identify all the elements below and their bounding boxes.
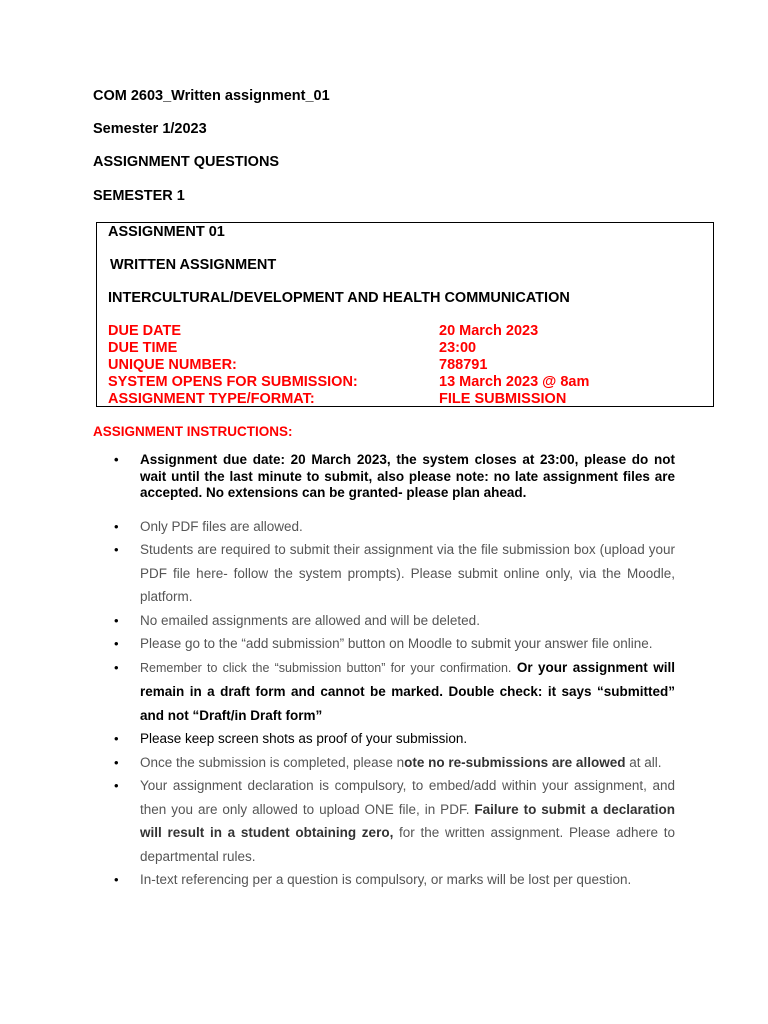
bullet-icon: • bbox=[114, 452, 119, 467]
list-item: • No emailed assignments are allowed and will be deleted. bbox=[93, 609, 675, 633]
bullet-icon: • bbox=[114, 778, 119, 793]
list-item: • In-text referencing per a question is compulsory, or marks will be lost per question. bbox=[93, 868, 675, 892]
module-title: INTERCULTURAL/DEVELOPMENT AND HEALTH COMMUNICATION bbox=[108, 290, 570, 306]
format-label: ASSIGNMENT TYPE/FORMAT: bbox=[108, 391, 315, 407]
bullet-icon: • bbox=[114, 542, 119, 557]
assignment-type: WRITTEN ASSIGNMENT bbox=[110, 257, 277, 273]
list-item: • Students are required to submit their assignment via the file submission box (upload your PDF file here- follow the system prompts). Please submit online only, via the Moodle, platform. bbox=[93, 538, 675, 609]
bullet-icon: • bbox=[114, 518, 119, 534]
document-code: COM 2603_Written assignment_01 bbox=[93, 88, 330, 104]
format-value: FILE SUBMISSION bbox=[439, 391, 567, 407]
assignment-questions-heading: ASSIGNMENT QUESTIONS bbox=[93, 154, 280, 170]
assignment-info-box bbox=[96, 222, 714, 407]
instructions-heading: ASSIGNMENT INSTRUCTIONS: bbox=[93, 424, 293, 439]
due-time-value: 23:00 bbox=[439, 340, 477, 356]
system-opens-value: 13 March 2023 @ 8am bbox=[439, 374, 590, 390]
semester-line: Semester 1/2023 bbox=[93, 121, 207, 137]
list-item: • Your assignment declaration is compulsory, to embed/add within your assignment, and then you are only allowed to upload ONE file, in PDF. Failure to submit a declaration will result in a student obtaining zero, for the written assignment. Please adhere to departmental rules. bbox=[93, 774, 675, 868]
due-date-value: 20 March 2023 bbox=[439, 323, 539, 339]
assignment-number: ASSIGNMENT 01 bbox=[108, 224, 225, 240]
list-item: • Once the submission is completed, please note no re-submissions are allowed at all. bbox=[93, 751, 675, 775]
due-time-label: DUE TIME bbox=[108, 340, 178, 356]
list-item: • Please keep screen shots as proof of your submission. bbox=[93, 727, 675, 751]
list-item: • Only PDF files are allowed. bbox=[93, 515, 675, 539]
unique-number-value: 788791 bbox=[439, 357, 488, 373]
list-item: • Please go to the “add submission” button on Moodle to submit your answer file online. bbox=[93, 632, 675, 656]
instructions-list bbox=[93, 452, 675, 892]
bullet-icon: • bbox=[114, 872, 119, 887]
semester-heading: SEMESTER 1 bbox=[93, 188, 185, 204]
bullet-icon: • bbox=[114, 754, 119, 770]
bullet-icon: • bbox=[114, 659, 119, 675]
bullet-icon: • bbox=[114, 612, 119, 628]
system-opens-label: SYSTEM OPENS FOR SUBMISSION: bbox=[108, 374, 358, 390]
due-date-label: DUE DATE bbox=[108, 323, 182, 339]
bullet-icon: • bbox=[114, 636, 119, 651]
unique-number-label: UNIQUE NUMBER: bbox=[108, 357, 237, 373]
list-item: • Assignment due date: 20 March 2023, the system closes at 23:00, please do not wait until the last minute to submit, also please note: no late assignment files are accepted. No extensions can be granted- please plan ahead. bbox=[114, 452, 675, 500]
list-item: • Remember to click the “submission button” for your confirmation. Or your assignment will remain in a draft form and cannot be marked. Double check: it says “submitted” and not “Draft/in Draft form” bbox=[93, 656, 675, 728]
bullet-icon: • bbox=[114, 731, 119, 746]
